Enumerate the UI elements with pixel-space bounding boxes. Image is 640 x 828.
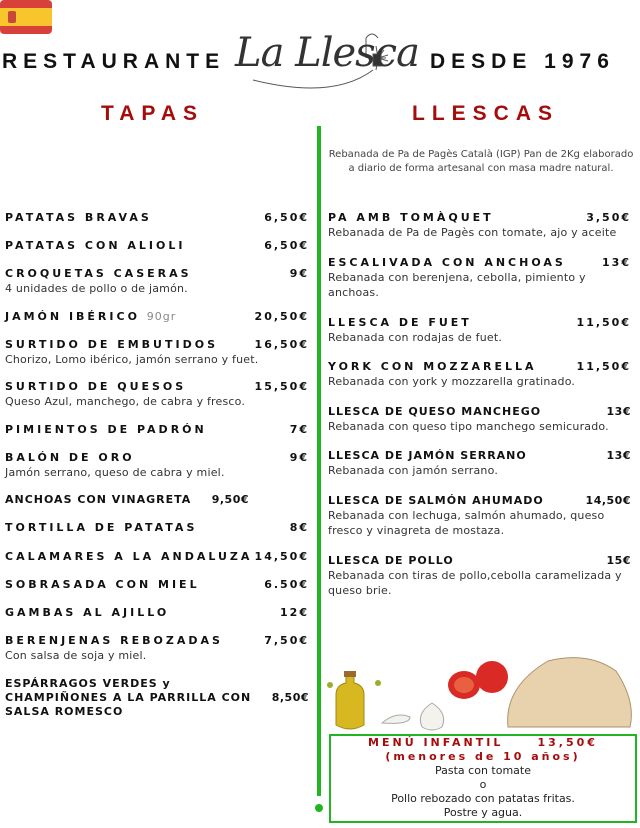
menu-item <box>5 677 309 719</box>
item-desc: Chorizo, Lomo ibérico, jamón serrano y fuet. <box>5 353 259 366</box>
item-desc: Jamón serrano, queso de cabra y miel. <box>5 466 225 479</box>
item-name: SURTIDO DE QUESOS <box>5 380 187 393</box>
menu-item <box>328 405 631 434</box>
menu-item <box>5 338 309 367</box>
item-price: 9,50€ <box>211 493 249 506</box>
kids-menu-box <box>329 734 637 823</box>
item-name: CROQUETAS CASERAS <box>5 267 192 280</box>
item-name: JAMÓN IBÉRICO <box>5 310 140 323</box>
logo: La Llesca <box>235 30 419 76</box>
spain-flag-icon[interactable] <box>0 0 52 34</box>
kids-line: Pasta con tomate <box>435 764 531 777</box>
item-name: BERENJENAS REBOZADAS <box>5 634 223 647</box>
menu-item <box>5 310 309 324</box>
item-price: 13€ <box>606 449 631 462</box>
item-desc: Rebanada con york y mozzarella gratinado. <box>328 375 576 388</box>
item-price: 8€ <box>289 521 309 534</box>
item-price: 11,50€ <box>576 316 631 329</box>
menu-item <box>328 494 631 538</box>
item-name: BALÓN DE ORO <box>5 451 135 464</box>
kids-line: Pollo rebozado con patatas fritas. <box>391 792 575 805</box>
kids-price: 13,50€ <box>537 736 598 749</box>
item-name: PIMIENTOS DE PADRÓN <box>5 423 207 436</box>
item-name: ESPÁRRAGOS VERDES y CHAMPIÑONES A LA PARRILLA CON SALSA ROMESCO <box>5 677 252 718</box>
menu-item <box>328 360 631 389</box>
item-price: 13€ <box>606 405 631 418</box>
kids-line: Postre y agua. <box>443 806 523 819</box>
item-price: 14,50€ <box>254 550 309 563</box>
tomato-icon <box>448 661 508 699</box>
menu-item <box>5 380 309 409</box>
item-desc: Rebanada con jamón serrano. <box>328 464 499 477</box>
item-price: 9€ <box>289 451 309 464</box>
menu-item <box>5 451 309 480</box>
header-desde: DESDE 1976 <box>430 50 615 73</box>
item-price: 6,50€ <box>264 211 309 224</box>
kids-title-row <box>331 736 635 750</box>
item-name: ANCHOAS CON VINAGRETA <box>5 493 192 506</box>
bread-icon <box>508 658 632 727</box>
section-tapas-title: TAPAS <box>101 102 205 125</box>
menu-item <box>328 211 631 240</box>
item-weight: 90gr <box>146 310 177 323</box>
item-name: LLESCA DE QUESO MANCHEGO <box>328 405 542 418</box>
item-price: 6.50€ <box>264 578 309 591</box>
menu-item <box>328 316 631 345</box>
item-name: LLESCA DE JAMÓN SERRANO <box>328 449 527 462</box>
item-name: SURTIDO DE EMBUTIDOS <box>5 338 218 351</box>
item-name: LLESCA DE SALMÓN AHUMADO <box>328 494 544 507</box>
item-price: 14,50€ <box>585 494 631 507</box>
menu-item <box>328 449 631 478</box>
olive-oil-icon <box>327 671 381 729</box>
item-price: 9€ <box>289 267 309 280</box>
menu-item <box>328 554 631 598</box>
header-restaurante: RESTAURANTE <box>2 50 226 73</box>
item-price: 15,50€ <box>254 380 309 393</box>
menu-item <box>5 423 309 437</box>
item-desc: Rebanada con lechuga, salmón ahumado, queso fresco y vinagreta de mostaza. <box>328 509 605 537</box>
item-name: GAMBAS AL AJILLO <box>5 606 170 619</box>
item-desc: Rebanada de Pa de Pagès con tomate, ajo y aceite <box>328 226 617 239</box>
item-desc: Rebanada con queso tipo manchego semicurado. <box>328 420 609 433</box>
item-price: 20,50€ <box>254 310 309 323</box>
item-desc: Rebanada con tiras de pollo,cebolla caramelizada y queso brie. <box>328 569 622 597</box>
menu-item <box>328 256 631 300</box>
divider-dot <box>315 804 323 812</box>
item-price: 12€ <box>280 606 309 619</box>
item-price: 16,50€ <box>254 338 309 351</box>
item-name: TORTILLA DE PATATAS <box>5 521 198 534</box>
kids-age: (menores de 10 años) <box>385 750 581 763</box>
item-price: 6,50€ <box>264 239 309 252</box>
kids-line: o <box>479 778 487 791</box>
item-name: SOBRASADA CON MIEL <box>5 578 200 591</box>
item-desc: Rebanada con rodajas de fuet. <box>328 331 503 344</box>
item-price: 13€ <box>602 256 631 269</box>
item-price: 7€ <box>289 423 309 436</box>
item-name: LLESCA DE FUET <box>328 316 472 329</box>
menu-item <box>5 550 309 564</box>
item-price: 15€ <box>606 554 631 567</box>
menu-item <box>5 211 309 225</box>
item-name: ESCALIVADA CON ANCHOAS <box>328 256 566 269</box>
menu-item <box>5 578 309 592</box>
item-name: YORK CON MOZZARELLA <box>328 360 537 373</box>
llescas-intro: Rebanada de Pa de Pagès Català (IGP) Pan de 2Kg elaborado a diario de forma artesanal con masa madre natural. <box>328 149 634 174</box>
item-name: PATATAS CON ALIOLI <box>5 239 186 252</box>
item-desc: Queso Azul, manchego, de cabra y fresco. <box>5 395 246 408</box>
item-name: LLESCA DE POLLO <box>328 554 454 567</box>
item-name: PA AMB TOMÀQUET <box>328 211 494 224</box>
item-name: PATATAS BRAVAS <box>5 211 152 224</box>
item-price: 11,50€ <box>576 360 631 373</box>
item-desc: Con salsa de soja y miel. <box>5 649 147 662</box>
menu-item <box>5 634 309 663</box>
menu-item <box>5 606 309 620</box>
item-price: 7,50€ <box>264 634 309 647</box>
item-price: 8,50€ <box>271 691 309 704</box>
garlic-icon <box>382 703 444 730</box>
menu-item <box>5 521 309 535</box>
item-price: 3,50€ <box>586 211 631 224</box>
section-llescas-title: LLESCAS <box>412 102 560 125</box>
menu-item <box>5 267 309 296</box>
item-desc: 4 unidades de pollo o de jamón. <box>5 282 188 295</box>
divider-line <box>317 126 321 796</box>
menu-item <box>5 239 309 253</box>
kids-title: MENÚ INFANTIL <box>368 736 504 749</box>
item-name: CALAMARES A LA ANDALUZA <box>5 550 253 563</box>
menu-item <box>5 493 249 507</box>
food-illustration <box>322 655 638 735</box>
item-desc: Rebanada con berenjena, cebolla, pimiento y anchoas. <box>328 271 586 299</box>
